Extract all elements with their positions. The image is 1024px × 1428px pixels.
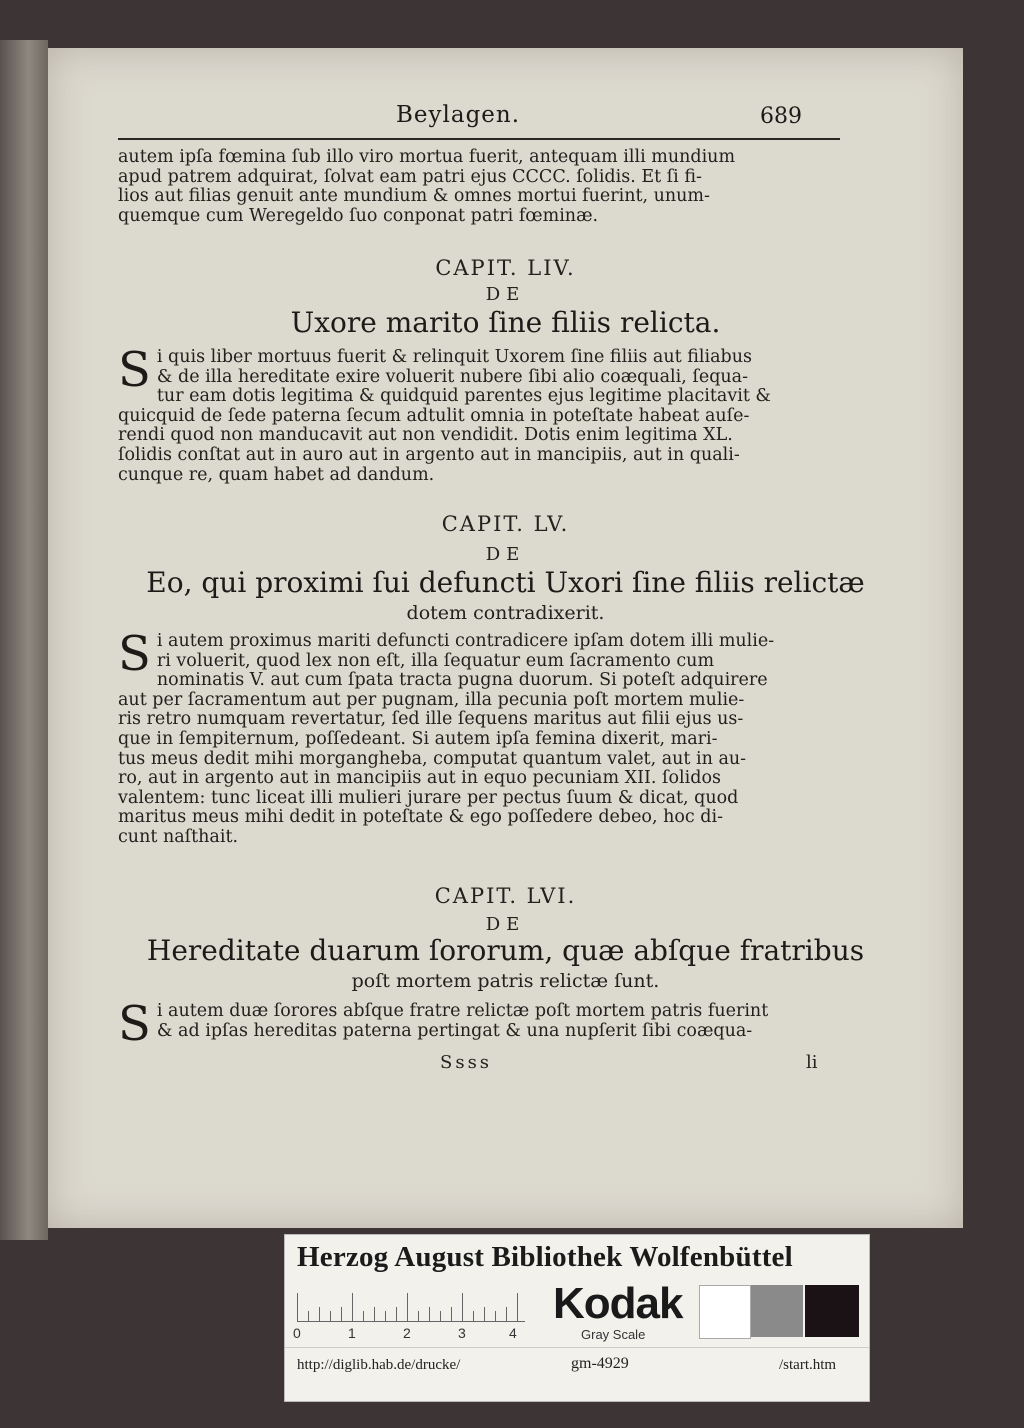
book-gutter: [0, 40, 48, 1240]
chapter-subtitle: poſt mortem patris relictæ ſunt.: [351, 970, 660, 992]
running-head: [48, 102, 963, 132]
text-line: valentem: tunc liceat illi mulieri jurare per pectus ſuum & dicat, quod: [118, 787, 739, 808]
chapter-de: DE: [485, 284, 526, 305]
text-line: i autem duæ ſorores abſque fratre relictæ poſt mortem patris fuerint: [156, 1001, 769, 1021]
ruler-tick: [352, 1293, 353, 1321]
ruler-tick: [407, 1293, 408, 1321]
text-line: aut per ſacramentum aut per pugnam, illa pecunia poſt mortem mulie-: [118, 689, 745, 710]
drop-cap: S: [118, 996, 151, 1052]
ruler-tick: [341, 1307, 342, 1321]
text-line: rendi quod non manducavit aut non vendidit. Dotis enim legitima XL.: [118, 425, 733, 446]
drop-cap: S: [118, 626, 151, 682]
book-page: [48, 48, 963, 1228]
intro-paragraph: [118, 148, 846, 226]
text-line: ris retro numquam revertatur, ſed ille ſequens maritus aut filii ejus us-: [118, 709, 744, 730]
running-title: Beylagen.: [396, 102, 521, 128]
text-line: que in ſempiternum, poſſedeant. Si autem ipſa femina dixerit, mari-: [118, 728, 718, 749]
chapter-label: CAPIT. LIV.: [435, 256, 576, 280]
gray-scale-label: Gray Scale: [581, 1327, 646, 1342]
ruler-number: 3: [458, 1325, 466, 1341]
text-line: ri voluerit, quod lex non eſt, illa ſequatur eum ſacramento cum: [156, 650, 715, 671]
text-line: tus meus dedit mihi morgangheba, computat quantum valet, aut in au-: [118, 748, 747, 769]
ruler-tick: [374, 1307, 375, 1321]
color-target-card: [284, 1234, 870, 1402]
catchword: li: [806, 1052, 818, 1073]
source-url-left: http://diglib.hab.de/drucke/: [297, 1357, 461, 1373]
text-line: quicquid de ſede paterna ſecum adtulit omnia in poteſtate habeat auſe-: [118, 405, 750, 426]
ruler-tick: [517, 1293, 518, 1321]
ruler-number: 2: [403, 1325, 411, 1341]
drop-cap: S: [118, 342, 151, 398]
ruler-tick: [297, 1293, 298, 1321]
chapter-title: Hereditate duarum ſororum, quæ abſque fratribus: [146, 934, 865, 967]
ruler-number: 0: [293, 1325, 301, 1341]
ruler-tick: [385, 1311, 386, 1321]
library-name: Herzog August Bibliothek Wolfenbüttel: [297, 1241, 793, 1273]
chapter-subtitle: dotem contradixerit.: [406, 602, 605, 624]
text-line: & ad ipſas hereditas paterna pertingat & una nupſerit ſibi coæqua-: [156, 1020, 753, 1041]
text-line: lios aut filias genuit ante mundium & omnes mortui fuerint, unum-: [118, 186, 710, 207]
text-line: nominatis V. aut cum ſpata tracta pugna duorum. Si poteſt adquirere: [156, 670, 768, 691]
ruler-tick: [363, 1311, 364, 1321]
source-url-right: /start.htm: [779, 1357, 837, 1373]
ruler-tick: [440, 1311, 441, 1321]
swatch-black: [805, 1285, 859, 1337]
ruler-tick: [495, 1311, 496, 1321]
text-line: tur eam dotis legitima & quidquid parentes ejus legitime placitavit &: [156, 386, 772, 407]
ruler-tick: [319, 1307, 320, 1321]
ruler-tick: [396, 1307, 397, 1321]
ruler-tick: [473, 1311, 474, 1321]
chapter-body: [118, 996, 846, 1052]
ruler-tick: [429, 1307, 430, 1321]
ruler-tick: [484, 1307, 485, 1321]
document-id: gm-4929: [571, 1355, 629, 1372]
text-line: ſolidis conſtat aut in auro aut in argento aut in mancipiis, aut in quali-: [118, 444, 740, 465]
ruler-number: 1: [348, 1325, 356, 1341]
chapter-label: CAPIT. LV.: [441, 512, 570, 536]
kodak-logo: Kodak: [553, 1279, 683, 1328]
scale-ruler: [297, 1291, 525, 1322]
gray-swatches: [699, 1285, 859, 1337]
chapter-title: Eo, qui proximi ſui defuncti Uxori ſine filiis relictæ: [146, 566, 865, 599]
text-line: quemque cum Weregeldo ſuo conponat patri fœminæ.: [118, 205, 599, 226]
text-line: & de illa hereditate exire voluerit nubere ſibi alio coæquali, ſequa-: [156, 366, 749, 387]
target-divider: [285, 1347, 869, 1348]
chapter-de: DE: [485, 544, 526, 565]
ruler-numbers: [293, 1325, 533, 1345]
text-line: maritus meus mihi dedit in poteſtate & ego poſſedere debeo, hoc di-: [118, 807, 723, 828]
text-line: cunt naſthait.: [118, 826, 239, 847]
text-line: ro, aut in argento aut in mancipiis aut in equo pecuniam XII. ſolidos: [118, 768, 721, 789]
text-line: apud patrem adquirat, ſolvat eam patri ejus CCCC. ſolidis. Et ſi fi-: [118, 166, 702, 187]
ruler-number: 4: [509, 1325, 517, 1341]
swatch-white: [699, 1285, 751, 1339]
ruler-tick: [462, 1293, 463, 1321]
swatch-gray: [751, 1285, 803, 1337]
ruler-tick: [330, 1311, 331, 1321]
chapter-title: Uxore marito ſine filiis relicta.: [290, 306, 721, 339]
ruler-tick: [506, 1307, 507, 1321]
chapter-de: DE: [485, 914, 526, 935]
chapter-body: [118, 626, 846, 848]
page-number: 689: [760, 104, 802, 129]
chapter-label: CAPIT. LVI.: [434, 884, 577, 908]
text-line: autem ipſa fœmina ſub illo viro mortua fuerit, antequam illi mundium: [118, 147, 736, 167]
chapter-body: [118, 342, 846, 485]
ruler-tick: [451, 1307, 452, 1321]
ruler-tick: [418, 1311, 419, 1321]
ruler-tick: [308, 1311, 309, 1321]
header-rule: [118, 138, 840, 140]
text-line: cunque re, quam habet ad dandum.: [118, 464, 435, 485]
text-line: i autem proximus mariti defuncti contradicere ipſam dotem illi mulie-: [156, 631, 775, 651]
signature-mark: Ssss: [440, 1052, 493, 1073]
text-line: i quis liber mortuus fuerit & relinquit Uxorem ſine filiis aut filiabus: [156, 347, 752, 367]
